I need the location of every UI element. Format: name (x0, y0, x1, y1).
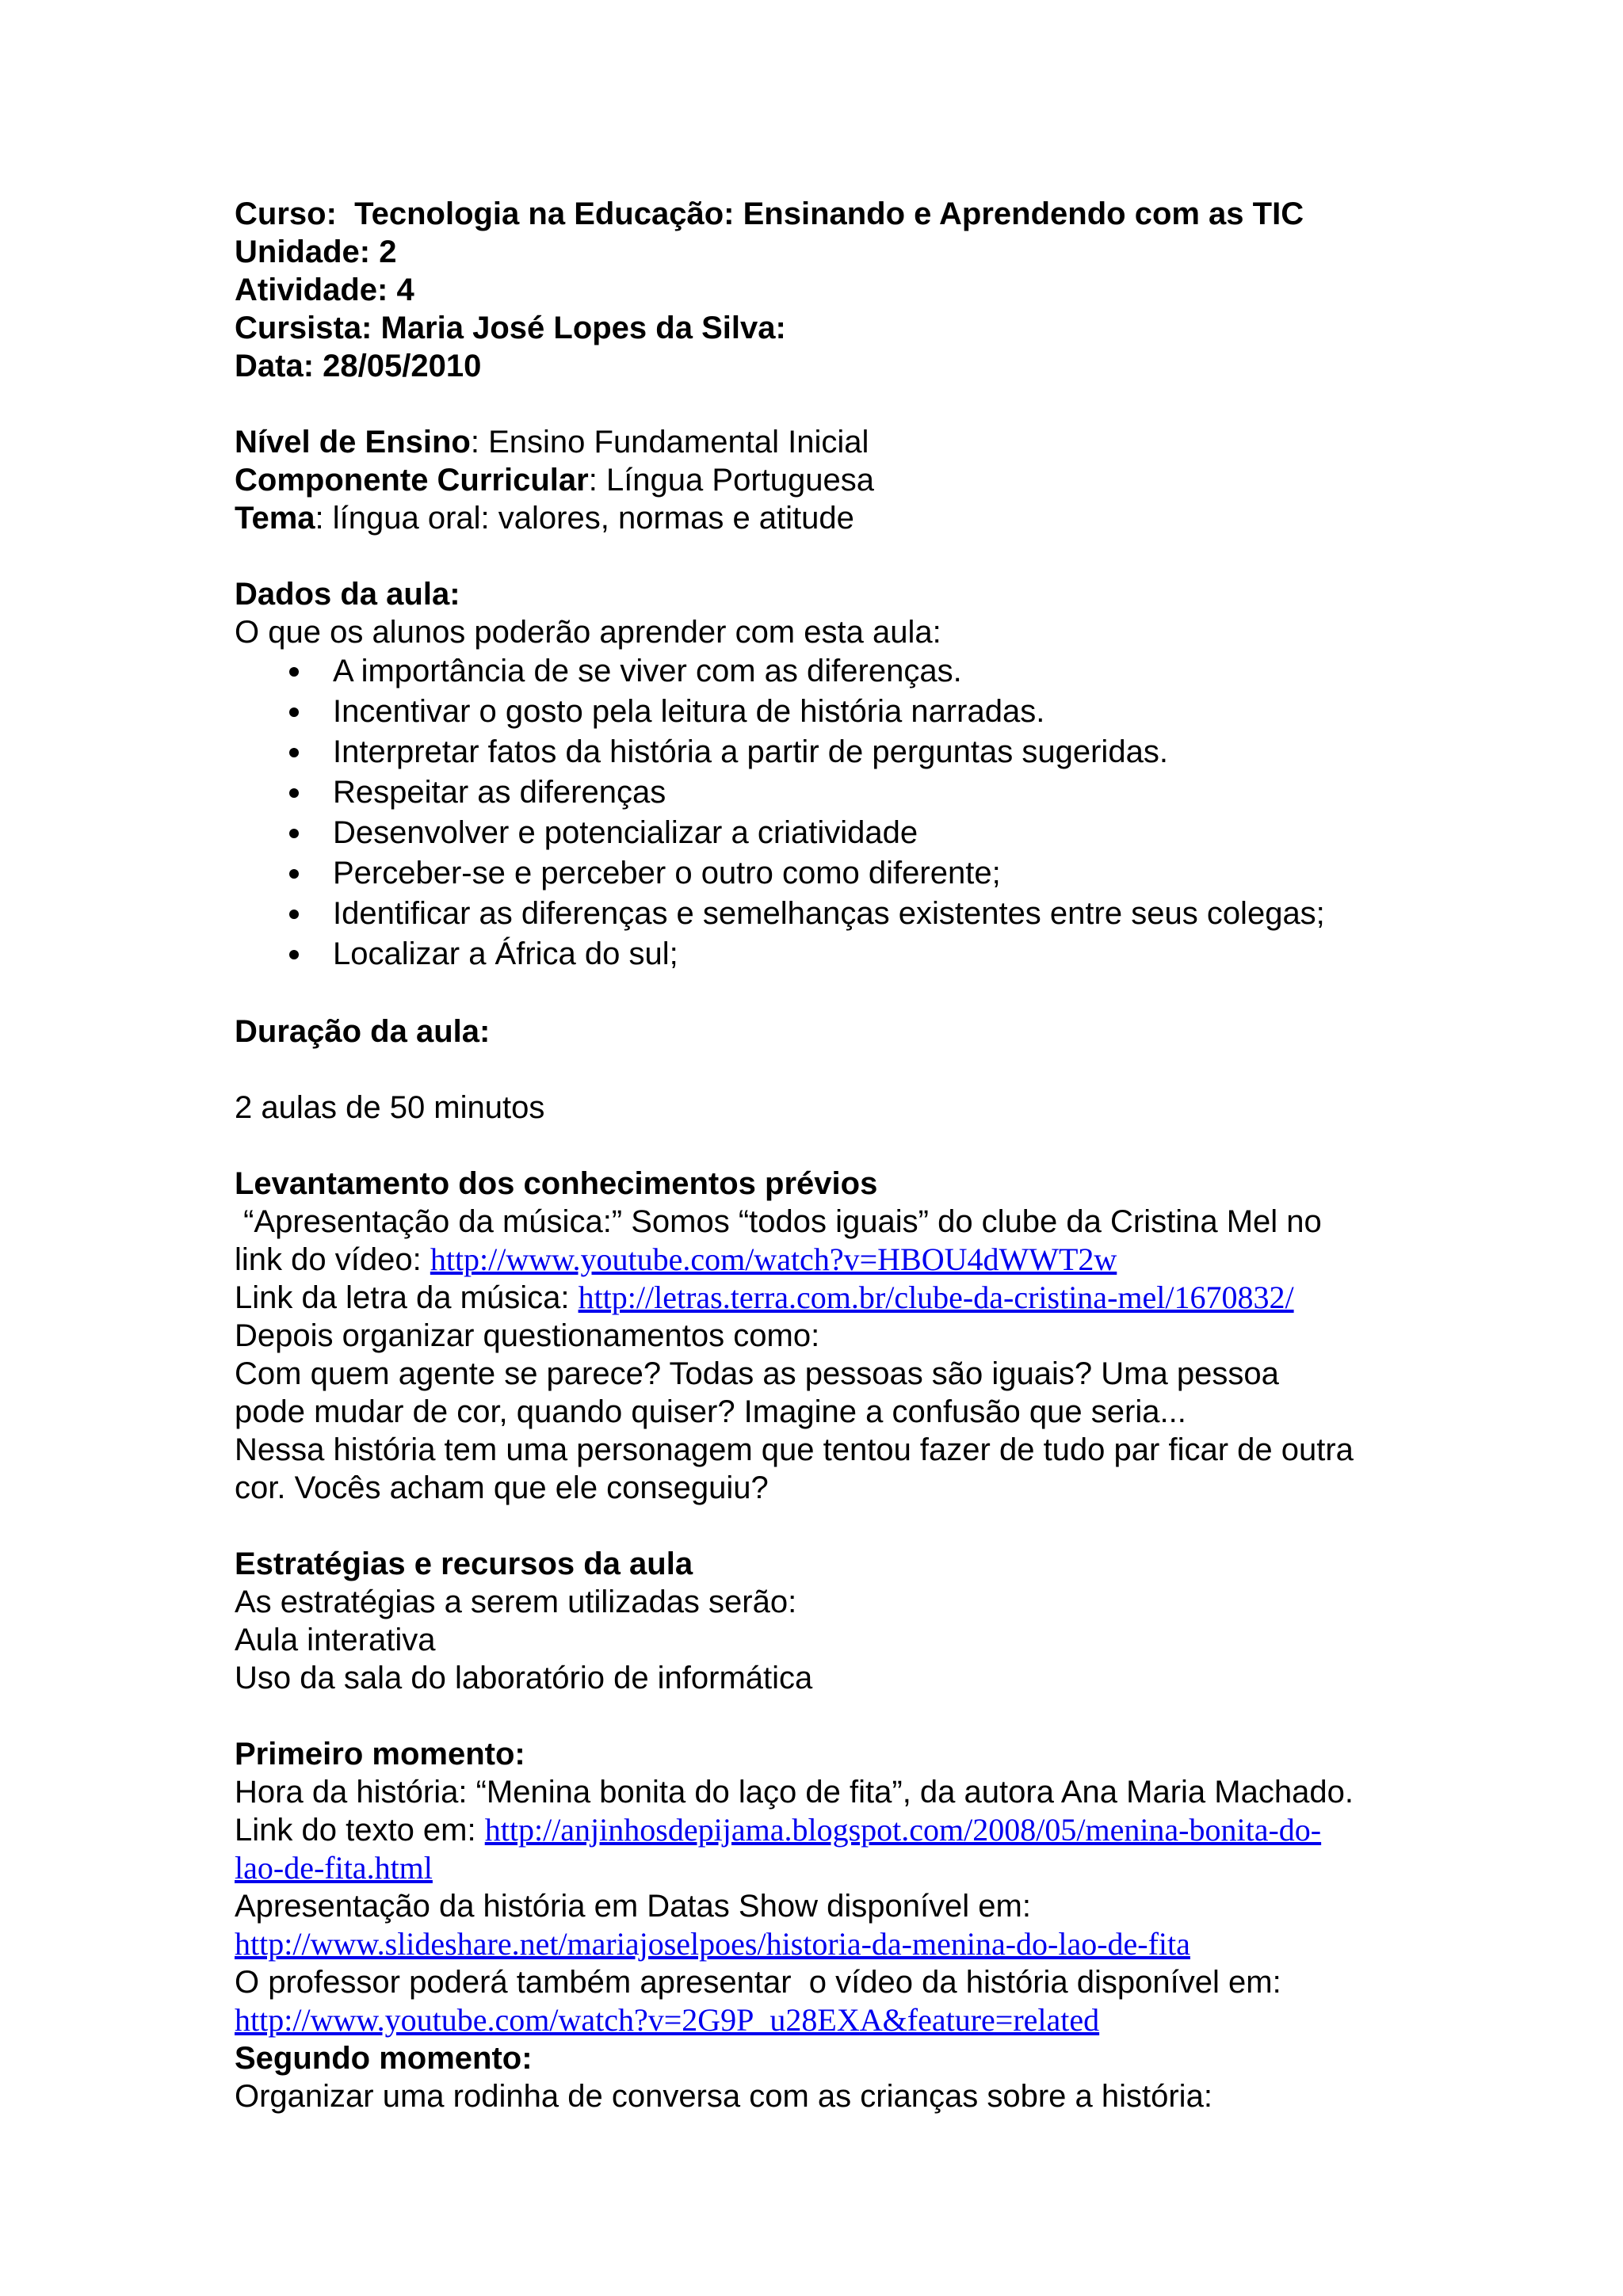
levantamento-line6: pode mudar de cor, quando quiser? Imagine a confusão que seria... (235, 1394, 1186, 1429)
levantamento-line8: cor. Vocês acham que ele conseguiu? (235, 1470, 769, 1505)
estrategias-line2: Aula interativa (235, 1623, 436, 1657)
primeiro-line3-link-line (235, 1925, 1423, 1963)
primeiro-line2: Link do texto em: http://anjinhosdepijama.blogspot.com/2008/05/menina-bonita-do- (235, 1812, 1322, 1848)
data-line: Data: 28/05/2010 (235, 349, 482, 383)
document-page (235, 195, 1423, 2115)
dados-heading: Dados da aula: (235, 577, 460, 612)
estrategias-line1: As estratégias a serem utilizadas serão: (235, 1585, 797, 1619)
primeiro-line4-link-line (235, 2001, 1423, 2039)
text-link-continuation[interactable]: lao-de-fita.html (235, 1850, 433, 1886)
nivel-value: : Ensino Fundamental Inicial (470, 425, 869, 460)
list-item: Desenvolver e potencializar a criatividade (235, 813, 1423, 853)
estrategias-heading: Estratégias e recursos da aula (235, 1547, 693, 1581)
bullet-icon (289, 869, 299, 879)
text-link[interactable]: http://anjinhosdepijama.blogspot.com/2008/05/menina-bonita-do- (484, 1812, 1322, 1848)
video-link[interactable]: http://www.youtube.com/watch?v=HBOU4dWWT2w (430, 1241, 1117, 1277)
bullet-icon (289, 667, 299, 677)
levantamento-line2: link do vídeo: http://www.youtube.com/watch?v=HBOU4dWWT2w (235, 1241, 1117, 1277)
tema-line (235, 499, 1423, 537)
duracao-value: 2 aulas de 50 minutos (235, 1090, 545, 1125)
list-item: Interpretar fatos da história a partir de perguntas sugeridas. (235, 732, 1423, 772)
levantamento-line7: Nessa história tem uma personagem que tentou fazer de tudo par ficar de outra (235, 1432, 1354, 1467)
primeiro-line3: Apresentação da história em Datas Show disponível em: (235, 1889, 1031, 1924)
levantamento-line1: “Apresentação da música:” Somos “todos iguais” do clube da Cristina Mel no (235, 1204, 1322, 1239)
duracao-heading: Duração da aula: (235, 1014, 491, 1049)
nivel-line (235, 423, 1423, 461)
tema-label: Tema (235, 501, 315, 536)
lyrics-link[interactable]: http://letras.terra.com.br/clube-da-cristina-mel/1670832/ (578, 1280, 1294, 1315)
dados-intro: O que os alunos poderão aprender com esta aula: (235, 615, 941, 650)
slideshare-link[interactable]: http://www.slideshare.net/mariajoselpoes/historia-da-menina-do-lao-de-fita (235, 1926, 1190, 1962)
levantamento-line3: Link da letra da música: http://letras.terra.com.br/clube-da-cristina-mel/1670832/ (235, 1280, 1294, 1315)
primeiro-line2b (235, 1849, 1423, 1887)
primeiro-line1: Hora da história: “Menina bonita do laço de fita”, da autora Ana Maria Machado. (235, 1775, 1354, 1810)
list-item: Incentivar o gosto pela leitura de história narradas. (235, 692, 1423, 732)
primeiro-heading: Primeiro momento: (235, 1737, 525, 1772)
bullet-icon (289, 910, 299, 919)
componente-label: Componente Curricular (235, 463, 589, 498)
list-item: Localizar a África do sul; (235, 934, 1423, 974)
unidade-line: Unidade: 2 (235, 235, 397, 269)
componente-value: : Língua Portuguesa (588, 463, 874, 498)
segundo-line1: Organizar uma rodinha de conversa com as crianças sobre a história: (235, 2079, 1212, 2114)
bullet-icon (289, 829, 299, 838)
levantamento-line4: Depois organizar questionamentos como: (235, 1318, 820, 1353)
segundo-heading: Segundo momento: (235, 2041, 533, 2076)
atividade-line: Atividade: 4 (235, 273, 414, 307)
primeiro-line4: O professor poderá também apresentar o vídeo da história disponível em: (235, 1965, 1281, 2000)
nivel-label: Nível de Ensino (235, 425, 471, 460)
story-video-link[interactable]: http://www.youtube.com/watch?v=2G9P_u28EXA&feature=related (235, 2002, 1100, 2038)
levantamento-line5: Com quem agente se parece? Todas as pessoas são iguais? Uma pessoa (235, 1356, 1279, 1391)
estrategias-line3: Uso da sala do laboratório de informática (235, 1661, 813, 1695)
list-item: A importância de se viver com as diferenças. (235, 651, 1423, 692)
objectives-list (235, 651, 1423, 974)
curso-line (235, 195, 1423, 233)
list-item: Respeitar as diferenças (235, 772, 1423, 813)
bullet-icon (289, 788, 299, 798)
levantamento-heading: Levantamento dos conhecimentos prévios (235, 1166, 878, 1201)
tema-value: : língua oral: valores, normas e atitude (315, 501, 854, 536)
list-item: Perceber-se e perceber o outro como diferente; (235, 853, 1423, 894)
cursista-line: Cursista: Maria José Lopes da Silva: (235, 311, 786, 345)
curso-value: Tecnologia na Educação: Ensinando e Aprendendo com as TIC (354, 196, 1304, 231)
componente-line (235, 461, 1423, 499)
bullet-icon (289, 748, 299, 757)
bullet-icon (289, 950, 299, 959)
list-item: Identificar as diferenças e semelhanças existentes entre seus colegas; (235, 894, 1423, 934)
bullet-icon (289, 707, 299, 717)
curso-label: Curso: (235, 196, 337, 231)
